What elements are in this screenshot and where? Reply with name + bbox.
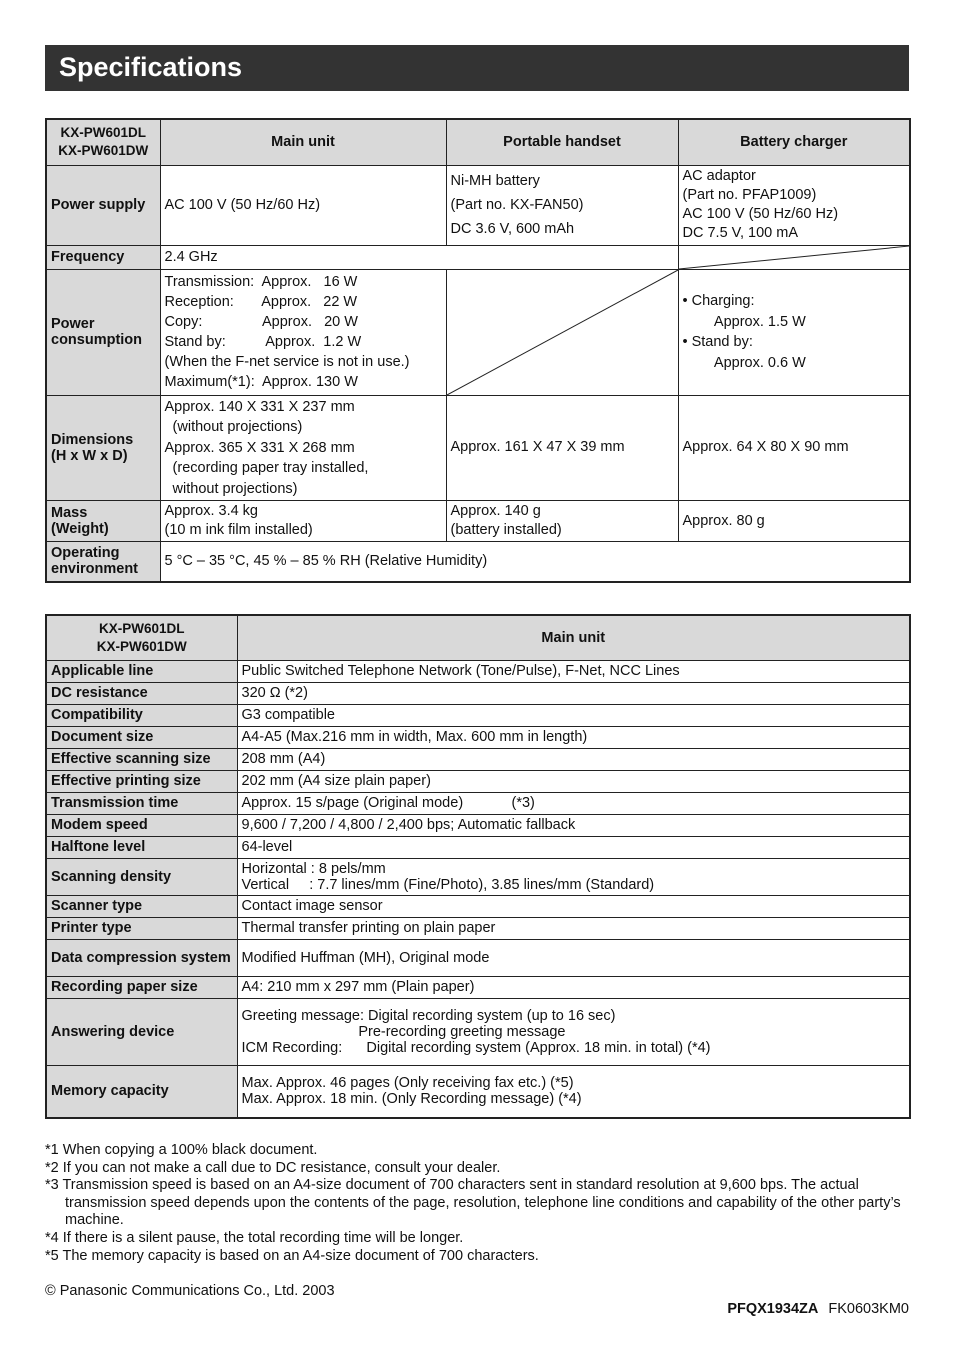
- document-code: [727, 1301, 909, 1317]
- footnote: *2 If you can not make a call due to DC resistance, consult your dealer.: [45, 1159, 501, 1176]
- footnote: *3 Transmission speed is based on an A4-size document of 700 characters sent in standard resolution at 9,600 bps. The actual transmission speed depends upon the contents of the page, resolution, telephone line conditions and capability of the other party’s machine.: [45, 1177, 901, 1229]
- part-number: PFQX1934ZA: [727, 1301, 819, 1317]
- col-battery-charger: Battery charger: [678, 119, 910, 165]
- row-label: Mass (Weight): [46, 501, 160, 542]
- row-mass: [46, 501, 910, 542]
- title-bar: [45, 45, 909, 91]
- copyright: © Panasonic Communications Co., Ltd. 2003: [45, 1283, 335, 1299]
- cell: 2.4 GHz: [160, 245, 678, 269]
- spec-table-details: [45, 614, 911, 1119]
- col-portable-handset: Portable handset: [446, 119, 678, 165]
- cell: Approx. 161 X 47 X 39 mm: [446, 395, 678, 501]
- table-row: Halftone level 64-level: [46, 836, 910, 858]
- table-row: Recording paper size A4: 210 mm x 297 mm (Plain paper): [46, 976, 910, 998]
- row-label: Power supply: [46, 165, 160, 245]
- row-frequency: [46, 245, 910, 269]
- cell: Approx. 140 g (battery installed): [446, 501, 678, 542]
- table-row: Printer type Thermal transfer printing on plain paper: [46, 917, 910, 939]
- row-label: Power consumption: [46, 269, 160, 395]
- row-power-supply: [46, 165, 910, 245]
- col-main-unit: Main unit: [160, 119, 446, 165]
- print-code: FK0603KM0: [828, 1301, 909, 1317]
- diagonal-line: [679, 246, 910, 269]
- table-row: DC resistance 320 Ω (*2): [46, 682, 910, 704]
- footnotes: [45, 1142, 909, 1265]
- cell: Approx. 3.4 kg (10 m ink film installed): [160, 501, 446, 542]
- cell: Approx. 64 X 80 X 90 mm: [678, 395, 910, 501]
- cell: • Charging: Approx. 1.5 W • Stand by: Approx. 0.6 W: [678, 269, 910, 395]
- cell: AC 100 V (50 Hz/60 Hz): [160, 165, 446, 245]
- footnote: *5 The memory capacity is based on an A4-size document of 700 characters.: [45, 1247, 539, 1264]
- model-header: KX-PW601DL KX-PW601DW: [46, 615, 237, 660]
- table-row: Scanner type Contact image sensor: [46, 895, 910, 917]
- table-row: Applicable line Public Switched Telephone Network (Tone/Pulse), F-Net, NCC Lines: [46, 660, 910, 682]
- cell: Ni-MH battery (Part no. KX-FAN50) DC 3.6 V, 600 mAh: [446, 165, 678, 245]
- table-row: Effective printing size 202 mm (A4 size plain paper): [46, 770, 910, 792]
- row-operating-environment: [46, 542, 910, 582]
- row-power-consumption: [46, 269, 910, 395]
- table-row: Data compression system Modified Huffman (MH), Original mode: [46, 939, 910, 976]
- row-dimensions: [46, 395, 910, 501]
- cell-not-applicable: [678, 245, 910, 269]
- page-title: Specifications: [59, 52, 243, 82]
- table-row: Answering device Greeting message: Digital recording system (up to 16 sec) Pre-recording greeting message ICM Recording: Digital recording system (Approx. 18 min. in total) (*4): [46, 998, 910, 1065]
- spec-table-main: [45, 118, 911, 583]
- table-row: Transmission time Approx. 15 s/page (Original mode) (*3): [46, 792, 910, 814]
- diagonal-line: [447, 270, 678, 395]
- table-row: Compatibility G3 compatible: [46, 704, 910, 726]
- model-header: KX-PW601DL KX-PW601DW: [46, 119, 160, 165]
- cell: Approx. 140 X 331 X 237 mm (without projections) Approx. 365 X 331 X 268 mm (recording paper tray installed, without projections): [160, 395, 446, 501]
- footnote: *1 When copying a 100% black document.: [45, 1142, 318, 1158]
- table-row: Document size A4-A5 (Max.216 mm in width, Max. 600 mm in length): [46, 726, 910, 748]
- footnote: *4 If there is a silent pause, the total recording time will be longer.: [45, 1229, 464, 1246]
- cell: 5 °C – 35 °C, 45 % – 85 % RH (Relative Humidity): [160, 542, 910, 582]
- table-row: Modem speed 9,600 / 7,200 / 4,800 / 2,400 bps; Automatic fallback: [46, 814, 910, 836]
- cell: AC adaptor (Part no. PFAP1009) AC 100 V (50 Hz/60 Hz) DC 7.5 V, 100 mA: [678, 165, 910, 245]
- table-row: Effective scanning size 208 mm (A4): [46, 748, 910, 770]
- cell: Transmission: Approx. 16 W Reception: Approx. 22 W Copy: Approx. 20 W Stand by: Approx. 1.2 W (When the F-net service is not in use.) Maximum(*1): Approx. 130 W: [160, 269, 446, 395]
- cell-not-applicable: [446, 269, 678, 395]
- col-main-unit: Main unit: [237, 615, 910, 660]
- cell: Approx. 80 g: [678, 501, 910, 542]
- row-label: Dimensions (H x W x D): [46, 395, 160, 501]
- row-label: Frequency: [46, 245, 160, 269]
- row-label: Operating environment: [46, 542, 160, 582]
- table-row: Scanning density Horizontal : 8 pels/mm Vertical : 7.7 lines/mm (Fine/Photo), 3.85 lines/mm (Standard): [46, 858, 910, 895]
- table-row: Memory capacity Max. Approx. 46 pages (Only receiving fax etc.) (*5) Max. Approx. 18 min. (Only Recording message) (*4): [46, 1065, 910, 1118]
